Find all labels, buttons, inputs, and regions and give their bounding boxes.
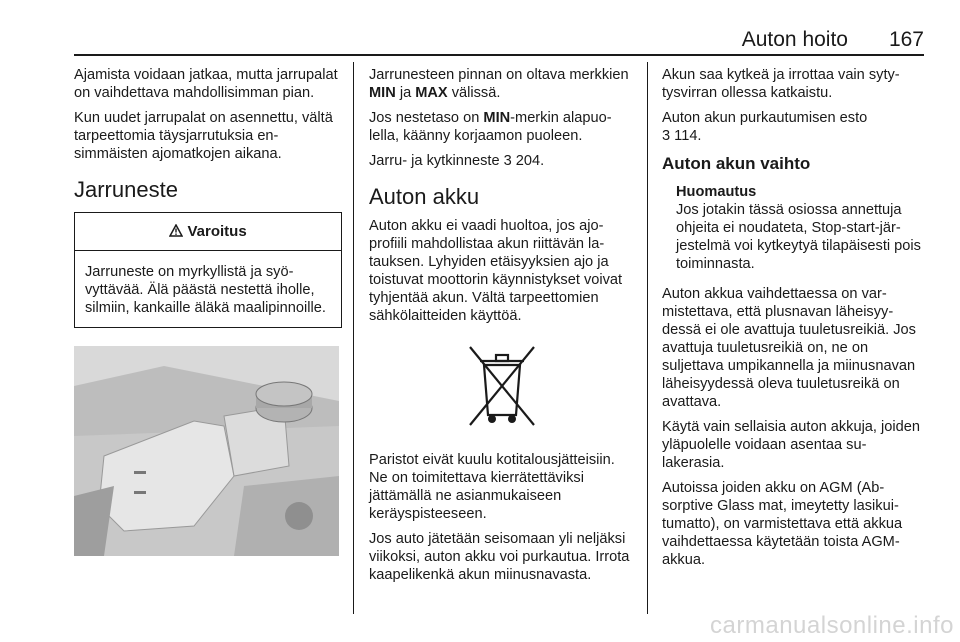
note-text: Jos jotakin tässä osiossa annettuja ohjeita ei noudateta, Stop-start-järjestelmä voi kytkeytyä tilapäisesti pois toiminnasta. xyxy=(676,202,921,272)
paragraph: Auton akkua vaihdettaessa on varmistettava, että plusnavan läheisyydessä ei ole avattuja tuuletusreikiä. Jos avattuja tuuletusreikiä on, ne on suljettava umpikannella ja miinusnavan läheisyydessä oleva tuuletusreikä on avattava. xyxy=(662,286,916,410)
brake-fluid-reservoir-photo xyxy=(74,346,339,556)
paragraph xyxy=(369,152,635,170)
column-2 xyxy=(369,66,635,591)
header-title: Auton hoito xyxy=(741,28,848,51)
warning-title: Varoitus xyxy=(187,223,247,240)
text-run: Jos nestetaso on xyxy=(369,110,484,126)
max-label: MAX xyxy=(415,85,448,101)
warning-header xyxy=(75,213,341,251)
note-box xyxy=(662,183,924,273)
text-run: ja xyxy=(395,85,416,101)
column-1 xyxy=(74,66,342,556)
text-run: Jarrunesteen pinnan on oltava merkkien xyxy=(369,67,629,83)
paragraph: Akun saa kytkeä ja irrottaa vain sytytysvirran ollessa katkaistu. xyxy=(662,67,900,101)
paragraph: Jos auto jätetään seisomaan yli neljäksi viikoksi, auton akku voi purkautua. Irrota kaapelikenkä akun miinusnavasta. xyxy=(369,531,630,583)
text-run: välissä. xyxy=(447,85,501,101)
text-run: Auton akun purkautumisen esto xyxy=(662,110,868,126)
paragraph: Paristot eivät kuulu kotitalousjätteisiin. Ne on toimitettava kierrätettäviksi jättämällä ne asianmukaiseen keräyspisteeseen. xyxy=(369,452,615,522)
section-heading-battery-replacement: Auton akun vaihto xyxy=(662,154,811,173)
section-heading-brake-fluid: Jarruneste xyxy=(74,177,178,202)
warning-box xyxy=(74,212,342,328)
text-run: -merkin alapuolella, käänny korjaamon puoleen. xyxy=(369,110,612,144)
paragraph: Auton akku ei vaadi huoltoa, jos ajoprofiili mahdollistaa akun riittävän latauksen. Lyhyiden etäisyyksien ajo ja toistuvat moottorin käynnistykset voivat tyhjentää akun. Vältä tarpeettomien sähkölaitteiden käyttöä. xyxy=(369,218,623,324)
page-reference-link[interactable]: 3 204. xyxy=(503,153,545,169)
min-label: MIN xyxy=(369,85,396,101)
page-reference-link[interactable]: 3 114. xyxy=(662,128,702,144)
column-divider-2 xyxy=(647,62,648,614)
warning-triangle-icon xyxy=(169,224,183,237)
column-divider-1 xyxy=(353,62,354,614)
text-run: Jarru- ja kytkinneste xyxy=(369,153,504,169)
watermark: carmanualsonline.info xyxy=(710,612,954,639)
min-label: MIN xyxy=(483,110,511,126)
paragraph xyxy=(369,109,635,145)
paragraph: Käytä vain sellaisia auton akkuja, joiden yläpuolelle voidaan asentaa sulakerasia. xyxy=(662,419,920,471)
header-rule xyxy=(74,54,924,56)
paragraph xyxy=(369,66,635,102)
page-number: 167 xyxy=(888,28,924,51)
section-heading-car-battery: Auton akku xyxy=(369,184,480,209)
paragraph: Ajamista voidaan jatkaa, mutta jarrupalat on vaihdettava mahdollisimman pian. xyxy=(74,67,338,101)
paragraph: Kun uudet jarrupalat on asennettu, vältä tarpeettomia täysjarrutuksia ensimmäisten ajomatkojen aikana. xyxy=(74,110,333,162)
column-3 xyxy=(662,66,924,576)
paragraph: Autoissa joiden akku on AGM (Absorptive Glass mat, imeytetty lasikuitumatto), on varmistettava että akkua vaihdettaessa käytetään toista AGM-akkua. xyxy=(662,480,903,568)
crossed-out-wheelie-bin-icon xyxy=(466,343,538,429)
page-header xyxy=(0,0,960,56)
note-title: Huomautus xyxy=(676,184,757,200)
warning-text: Jarruneste on myrkyllistä ja syövyttävää. Älä päästä nestettä iholle, silmiin, kankaille äläkä maalipinnoille. xyxy=(85,264,326,316)
paragraph xyxy=(662,109,924,145)
